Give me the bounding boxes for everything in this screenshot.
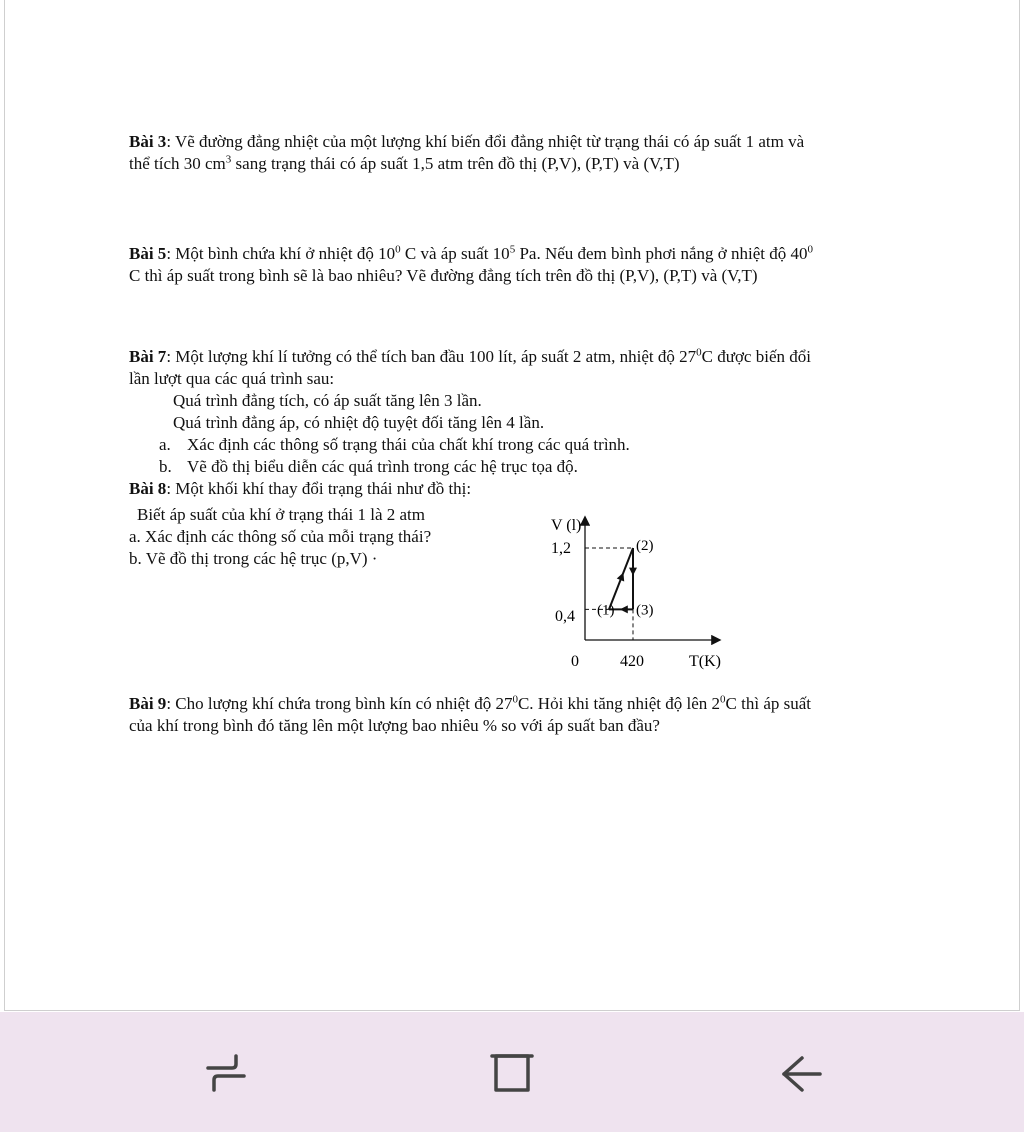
arrow-2-3 [629, 568, 637, 576]
home-icon [482, 1050, 542, 1100]
exercise-9-title: Bài 9 [129, 694, 167, 713]
back-icon [770, 1050, 830, 1100]
exercise-7-title: Bài 7 [129, 347, 167, 366]
exercise-5: Bài 5: Một bình chứa khí ở nhiệt độ $10^0$ C và áp suất $10^5$ Pa. Nếu đem bình phơi nắng ở nhiệt độ $40^0$ C thì áp suất trong bình sẽ là bao nhiêu? Vẽ đường đẳng tích trên đồ thị (P,V), (P,T) và (V,T) [129, 243, 813, 285]
x-tick-420: 420 [620, 653, 644, 670]
exercise-7: Bài 7: Một lượng khí lí tưởng có thể tích ban đầu 100 lít, áp suất 2 atm, nhiệt độ $27^0C$ được biến đổi lần lượt qua các quá trình sau: Quá trình đẳng tích, có áp suất tăng lên 3 lần. Quá trình đẳng áp, có nhiệt độ tuyệt đối tăng lên 4 lần. a. Xác định các thông số trạng thái của chất khí trong các quá trình. b. Vẽ đồ thị biểu diễn các quá trình trong các hệ trục tọa độ. Bài 8: Một khối khí thay đổi trạng thái như đồ thị: [129, 346, 929, 500]
list-item: a. Xác định các thông số trạng thái của chất khí trong các quá trình. [159, 435, 630, 454]
back-button[interactable] [770, 1050, 830, 1100]
navigation-bar [0, 1012, 1024, 1132]
y-tick-1-2: 1,2 [551, 540, 571, 557]
state-label-3: (3) [636, 602, 654, 619]
y-axis-label: V (l) [551, 517, 582, 534]
document-page [4, 0, 1020, 1011]
state-label-1: (1) [597, 602, 615, 619]
arrow-3-1 [620, 605, 628, 613]
vt-graph [545, 506, 745, 676]
exercise-3: Bài 3: Vẽ đường đẳng nhiệt của một lượng khí biến đổi đẳng nhiệt từ trạng thái có áp suất 1 atm và thể tích 30 $cm^3$ sang trạng thái có áp suất 1,5 atm trên đồ thị (P,V), (P,T) và (V,T) [129, 132, 805, 173]
exercise-9: Bài 9: Cho lượng khí chứa trong bình kín có nhiệt độ $27^0C$. Hỏi khi tăng nhiệt độ lên $2^0C$ thì áp suất của khí trong bình đó tăng lên một lượng bao nhiêu % so với áp suất ban đầu? [129, 693, 812, 735]
exercise-5-title: Bài 5 [129, 244, 167, 263]
x-axis-label: T(K) [689, 653, 721, 670]
origin-label: 0 [571, 653, 579, 670]
exercise-8-title: Bài 8 [129, 479, 167, 498]
exercise-3-title: Bài 3 [129, 132, 167, 151]
exercise-8-text: Biết áp suất của khí ở trạng thái 1 là 2 atm a. Xác định các thông số của mỗi trạng thái? b. Vẽ đồ thị trong các hệ trục (p,V) · [129, 505, 432, 568]
state-label-2: (2) [636, 538, 654, 554]
list-item: b. Vẽ đồ thị biểu diễn các quá trình trong các hệ trục tọa độ. [159, 457, 578, 476]
recent-apps-icon [196, 1050, 256, 1100]
home-button[interactable] [482, 1050, 542, 1100]
y-tick-0-4: 0,4 [555, 608, 575, 625]
recent-apps-button[interactable] [196, 1050, 256, 1100]
